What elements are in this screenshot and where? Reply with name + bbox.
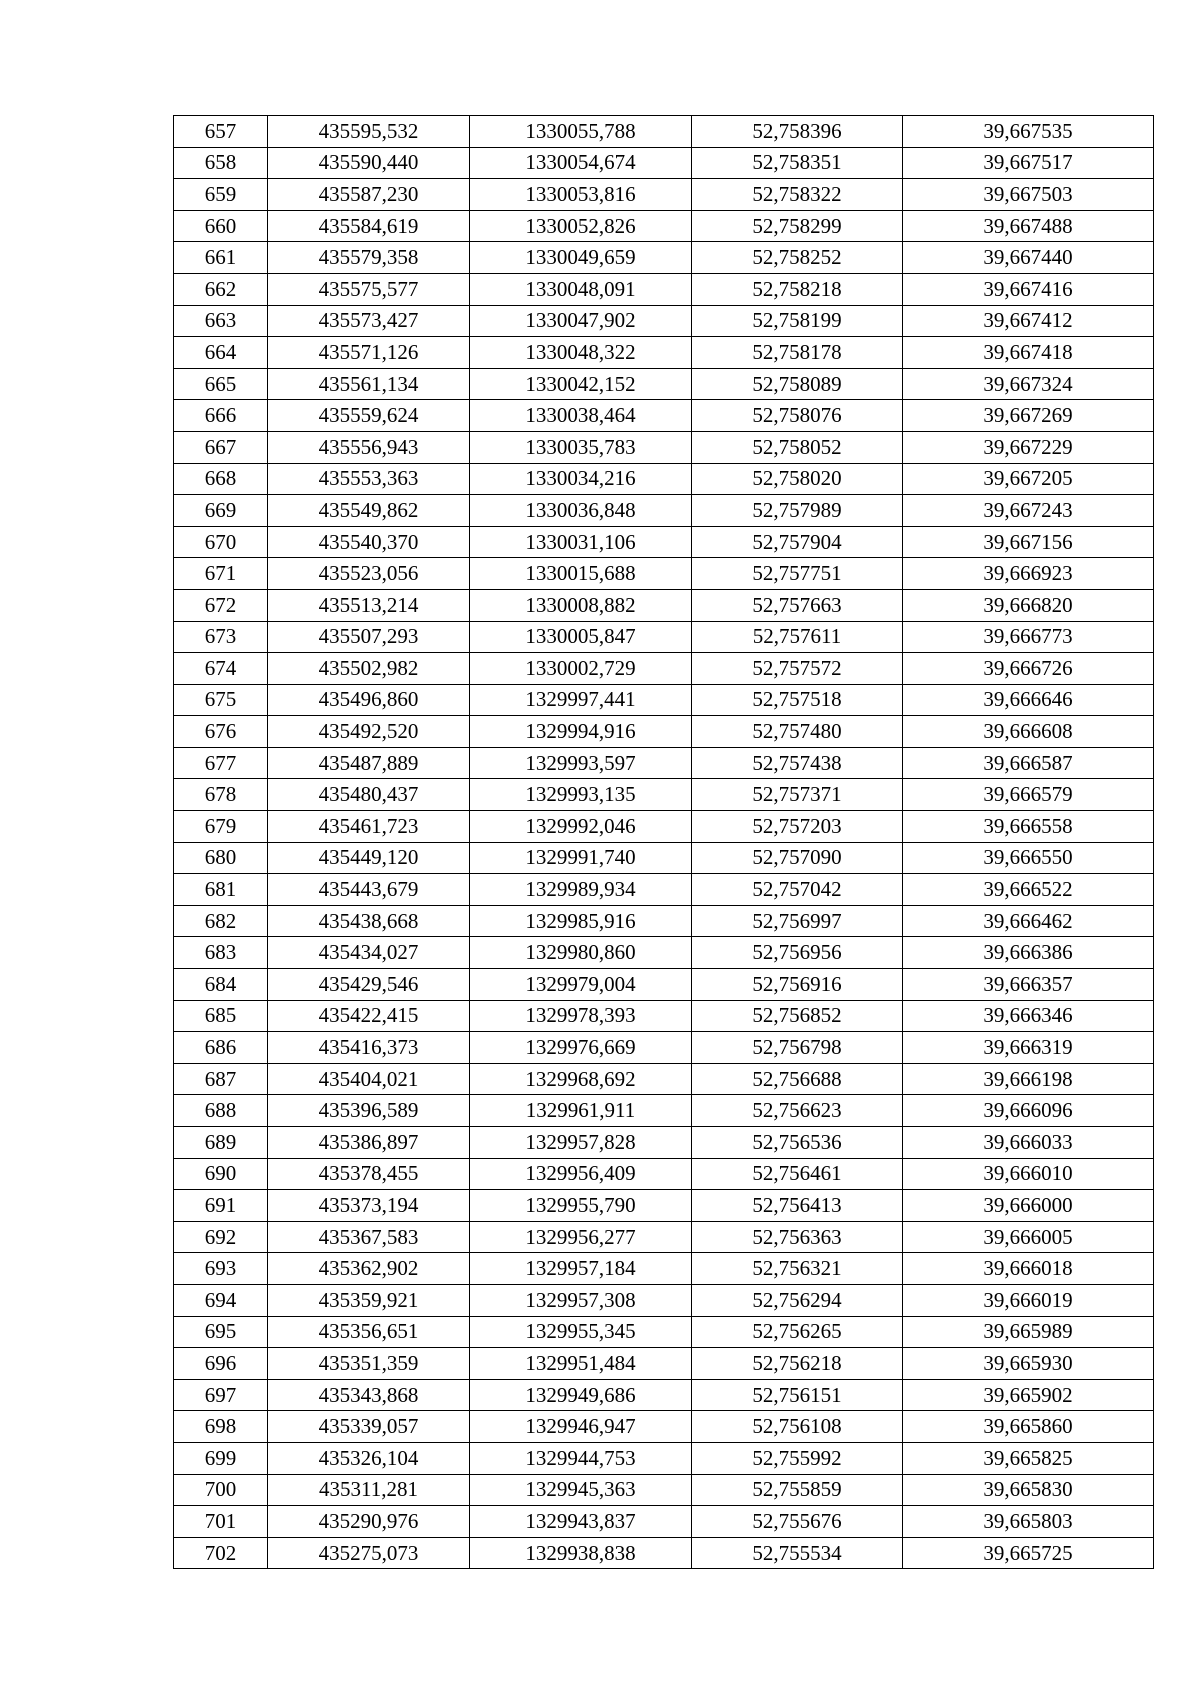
x-coordinate-cell: 435434,027 bbox=[268, 937, 470, 969]
point-number-cell: 686 bbox=[174, 1032, 268, 1064]
latitude-cell: 52,757611 bbox=[692, 621, 903, 653]
x-coordinate-cell: 435449,120 bbox=[268, 842, 470, 874]
table-row bbox=[174, 1442, 1154, 1474]
longitude-cell: 39,665860 bbox=[903, 1411, 1154, 1443]
latitude-cell: 52,756151 bbox=[692, 1379, 903, 1411]
x-coordinate-cell: 435523,056 bbox=[268, 558, 470, 590]
point-number-cell: 671 bbox=[174, 558, 268, 590]
x-coordinate-cell: 435553,363 bbox=[268, 463, 470, 495]
y-coordinate-cell: 1330053,816 bbox=[470, 179, 692, 211]
point-number-cell: 697 bbox=[174, 1379, 268, 1411]
x-coordinate-cell: 435404,021 bbox=[268, 1063, 470, 1095]
x-coordinate-cell: 435575,577 bbox=[268, 273, 470, 305]
table-row bbox=[174, 811, 1154, 843]
table-row bbox=[174, 210, 1154, 242]
y-coordinate-cell: 1329956,409 bbox=[470, 1158, 692, 1190]
latitude-cell: 52,757438 bbox=[692, 747, 903, 779]
longitude-cell: 39,666587 bbox=[903, 747, 1154, 779]
x-coordinate-cell: 435487,889 bbox=[268, 747, 470, 779]
table-row bbox=[174, 621, 1154, 653]
x-coordinate-cell: 435492,520 bbox=[268, 716, 470, 748]
y-coordinate-cell: 1330005,847 bbox=[470, 621, 692, 653]
y-coordinate-cell: 1330036,848 bbox=[470, 495, 692, 527]
y-coordinate-cell: 1330049,659 bbox=[470, 242, 692, 274]
latitude-cell: 52,758089 bbox=[692, 368, 903, 400]
longitude-cell: 39,666346 bbox=[903, 1000, 1154, 1032]
latitude-cell: 52,757371 bbox=[692, 779, 903, 811]
longitude-cell: 39,666726 bbox=[903, 653, 1154, 685]
x-coordinate-cell: 435422,415 bbox=[268, 1000, 470, 1032]
longitude-cell: 39,667517 bbox=[903, 147, 1154, 179]
point-number-cell: 680 bbox=[174, 842, 268, 874]
y-coordinate-cell: 1329976,669 bbox=[470, 1032, 692, 1064]
x-coordinate-cell: 435571,126 bbox=[268, 337, 470, 369]
table-row bbox=[174, 1063, 1154, 1095]
longitude-cell: 39,666000 bbox=[903, 1190, 1154, 1222]
y-coordinate-cell: 1329993,135 bbox=[470, 779, 692, 811]
longitude-cell: 39,667324 bbox=[903, 368, 1154, 400]
y-coordinate-cell: 1329957,184 bbox=[470, 1253, 692, 1285]
latitude-cell: 52,758322 bbox=[692, 179, 903, 211]
x-coordinate-cell: 435502,982 bbox=[268, 653, 470, 685]
x-coordinate-cell: 435579,358 bbox=[268, 242, 470, 274]
latitude-cell: 52,756916 bbox=[692, 969, 903, 1001]
latitude-cell: 52,756852 bbox=[692, 1000, 903, 1032]
table-row bbox=[174, 558, 1154, 590]
x-coordinate-cell: 435480,437 bbox=[268, 779, 470, 811]
x-coordinate-cell: 435443,679 bbox=[268, 874, 470, 906]
latitude-cell: 52,757904 bbox=[692, 526, 903, 558]
point-number-cell: 668 bbox=[174, 463, 268, 495]
longitude-cell: 39,666550 bbox=[903, 842, 1154, 874]
longitude-cell: 39,666198 bbox=[903, 1063, 1154, 1095]
point-number-cell: 684 bbox=[174, 969, 268, 1001]
table-row bbox=[174, 1284, 1154, 1316]
point-number-cell: 662 bbox=[174, 273, 268, 305]
longitude-cell: 39,667488 bbox=[903, 210, 1154, 242]
x-coordinate-cell: 435507,293 bbox=[268, 621, 470, 653]
y-coordinate-cell: 1330047,902 bbox=[470, 305, 692, 337]
y-coordinate-cell: 1329994,916 bbox=[470, 716, 692, 748]
y-coordinate-cell: 1330055,788 bbox=[470, 116, 692, 148]
y-coordinate-cell: 1329992,046 bbox=[470, 811, 692, 843]
table-row bbox=[174, 1127, 1154, 1159]
coordinates-table-body bbox=[174, 116, 1154, 1569]
point-number-cell: 696 bbox=[174, 1348, 268, 1380]
x-coordinate-cell: 435275,073 bbox=[268, 1537, 470, 1569]
y-coordinate-cell: 1330054,674 bbox=[470, 147, 692, 179]
longitude-cell: 39,667418 bbox=[903, 337, 1154, 369]
x-coordinate-cell: 435590,440 bbox=[268, 147, 470, 179]
latitude-cell: 52,758052 bbox=[692, 431, 903, 463]
point-number-cell: 665 bbox=[174, 368, 268, 400]
longitude-cell: 39,666010 bbox=[903, 1158, 1154, 1190]
y-coordinate-cell: 1329989,934 bbox=[470, 874, 692, 906]
longitude-cell: 39,667269 bbox=[903, 400, 1154, 432]
longitude-cell: 39,667229 bbox=[903, 431, 1154, 463]
latitude-cell: 52,758396 bbox=[692, 116, 903, 148]
point-number-cell: 683 bbox=[174, 937, 268, 969]
point-number-cell: 659 bbox=[174, 179, 268, 211]
table-row bbox=[174, 242, 1154, 274]
latitude-cell: 52,756688 bbox=[692, 1063, 903, 1095]
table-row bbox=[174, 747, 1154, 779]
y-coordinate-cell: 1330002,729 bbox=[470, 653, 692, 685]
y-coordinate-cell: 1329991,740 bbox=[470, 842, 692, 874]
x-coordinate-cell: 435362,902 bbox=[268, 1253, 470, 1285]
y-coordinate-cell: 1329961,911 bbox=[470, 1095, 692, 1127]
x-coordinate-cell: 435549,862 bbox=[268, 495, 470, 527]
table-row bbox=[174, 653, 1154, 685]
y-coordinate-cell: 1329997,441 bbox=[470, 684, 692, 716]
latitude-cell: 52,756413 bbox=[692, 1190, 903, 1222]
y-coordinate-cell: 1329993,597 bbox=[470, 747, 692, 779]
latitude-cell: 52,756265 bbox=[692, 1316, 903, 1348]
x-coordinate-cell: 435396,589 bbox=[268, 1095, 470, 1127]
point-number-cell: 663 bbox=[174, 305, 268, 337]
longitude-cell: 39,667503 bbox=[903, 179, 1154, 211]
point-number-cell: 694 bbox=[174, 1284, 268, 1316]
latitude-cell: 52,755676 bbox=[692, 1506, 903, 1538]
longitude-cell: 39,666005 bbox=[903, 1221, 1154, 1253]
y-coordinate-cell: 1330048,322 bbox=[470, 337, 692, 369]
x-coordinate-cell: 435584,619 bbox=[268, 210, 470, 242]
latitude-cell: 52,757480 bbox=[692, 716, 903, 748]
table-row bbox=[174, 1474, 1154, 1506]
longitude-cell: 39,667205 bbox=[903, 463, 1154, 495]
table-row bbox=[174, 1537, 1154, 1569]
x-coordinate-cell: 435496,860 bbox=[268, 684, 470, 716]
latitude-cell: 52,758199 bbox=[692, 305, 903, 337]
longitude-cell: 39,666096 bbox=[903, 1095, 1154, 1127]
y-coordinate-cell: 1329968,692 bbox=[470, 1063, 692, 1095]
point-number-cell: 698 bbox=[174, 1411, 268, 1443]
y-coordinate-cell: 1330038,464 bbox=[470, 400, 692, 432]
latitude-cell: 52,755534 bbox=[692, 1537, 903, 1569]
x-coordinate-cell: 435343,868 bbox=[268, 1379, 470, 1411]
latitude-cell: 52,755992 bbox=[692, 1442, 903, 1474]
longitude-cell: 39,666558 bbox=[903, 811, 1154, 843]
table-row bbox=[174, 400, 1154, 432]
latitude-cell: 52,757572 bbox=[692, 653, 903, 685]
longitude-cell: 39,665930 bbox=[903, 1348, 1154, 1380]
table-row bbox=[174, 1348, 1154, 1380]
y-coordinate-cell: 1329945,363 bbox=[470, 1474, 692, 1506]
table-row bbox=[174, 1032, 1154, 1064]
x-coordinate-cell: 435351,359 bbox=[268, 1348, 470, 1380]
x-coordinate-cell: 435356,651 bbox=[268, 1316, 470, 1348]
longitude-cell: 39,665803 bbox=[903, 1506, 1154, 1538]
table-row bbox=[174, 116, 1154, 148]
latitude-cell: 52,756321 bbox=[692, 1253, 903, 1285]
x-coordinate-cell: 435556,943 bbox=[268, 431, 470, 463]
latitude-cell: 52,758178 bbox=[692, 337, 903, 369]
table-row bbox=[174, 1095, 1154, 1127]
table-row bbox=[174, 1158, 1154, 1190]
longitude-cell: 39,666923 bbox=[903, 558, 1154, 590]
point-number-cell: 688 bbox=[174, 1095, 268, 1127]
point-number-cell: 702 bbox=[174, 1537, 268, 1569]
table-row bbox=[174, 1000, 1154, 1032]
table-row bbox=[174, 1316, 1154, 1348]
table-row bbox=[174, 179, 1154, 211]
table-row bbox=[174, 495, 1154, 527]
x-coordinate-cell: 435339,057 bbox=[268, 1411, 470, 1443]
longitude-cell: 39,666018 bbox=[903, 1253, 1154, 1285]
latitude-cell: 52,757518 bbox=[692, 684, 903, 716]
point-number-cell: 675 bbox=[174, 684, 268, 716]
table-row bbox=[174, 273, 1154, 305]
longitude-cell: 39,667416 bbox=[903, 273, 1154, 305]
table-row bbox=[174, 779, 1154, 811]
point-number-cell: 678 bbox=[174, 779, 268, 811]
table-row bbox=[174, 716, 1154, 748]
point-number-cell: 676 bbox=[174, 716, 268, 748]
latitude-cell: 52,757042 bbox=[692, 874, 903, 906]
table-row bbox=[174, 969, 1154, 1001]
latitude-cell: 52,756798 bbox=[692, 1032, 903, 1064]
latitude-cell: 52,756536 bbox=[692, 1127, 903, 1159]
point-number-cell: 687 bbox=[174, 1063, 268, 1095]
longitude-cell: 39,665825 bbox=[903, 1442, 1154, 1474]
table-row bbox=[174, 1190, 1154, 1222]
y-coordinate-cell: 1329944,753 bbox=[470, 1442, 692, 1474]
x-coordinate-cell: 435373,194 bbox=[268, 1190, 470, 1222]
longitude-cell: 39,667535 bbox=[903, 116, 1154, 148]
longitude-cell: 39,666319 bbox=[903, 1032, 1154, 1064]
y-coordinate-cell: 1329957,828 bbox=[470, 1127, 692, 1159]
point-number-cell: 672 bbox=[174, 589, 268, 621]
table-row bbox=[174, 1379, 1154, 1411]
y-coordinate-cell: 1329980,860 bbox=[470, 937, 692, 969]
longitude-cell: 39,666522 bbox=[903, 874, 1154, 906]
point-number-cell: 660 bbox=[174, 210, 268, 242]
longitude-cell: 39,665725 bbox=[903, 1537, 1154, 1569]
point-number-cell: 690 bbox=[174, 1158, 268, 1190]
point-number-cell: 692 bbox=[174, 1221, 268, 1253]
point-number-cell: 673 bbox=[174, 621, 268, 653]
x-coordinate-cell: 435378,455 bbox=[268, 1158, 470, 1190]
point-number-cell: 699 bbox=[174, 1442, 268, 1474]
longitude-cell: 39,666646 bbox=[903, 684, 1154, 716]
point-number-cell: 700 bbox=[174, 1474, 268, 1506]
x-coordinate-cell: 435587,230 bbox=[268, 179, 470, 211]
longitude-cell: 39,667440 bbox=[903, 242, 1154, 274]
latitude-cell: 52,758076 bbox=[692, 400, 903, 432]
x-coordinate-cell: 435595,532 bbox=[268, 116, 470, 148]
point-number-cell: 681 bbox=[174, 874, 268, 906]
x-coordinate-cell: 435429,546 bbox=[268, 969, 470, 1001]
latitude-cell: 52,758299 bbox=[692, 210, 903, 242]
latitude-cell: 52,757090 bbox=[692, 842, 903, 874]
latitude-cell: 52,757203 bbox=[692, 811, 903, 843]
x-coordinate-cell: 435386,897 bbox=[268, 1127, 470, 1159]
longitude-cell: 39,666019 bbox=[903, 1284, 1154, 1316]
latitude-cell: 52,756997 bbox=[692, 905, 903, 937]
x-coordinate-cell: 435438,668 bbox=[268, 905, 470, 937]
longitude-cell: 39,666033 bbox=[903, 1127, 1154, 1159]
x-coordinate-cell: 435573,427 bbox=[268, 305, 470, 337]
x-coordinate-cell: 435559,624 bbox=[268, 400, 470, 432]
x-coordinate-cell: 435326,104 bbox=[268, 1442, 470, 1474]
x-coordinate-cell: 435461,723 bbox=[268, 811, 470, 843]
y-coordinate-cell: 1329979,004 bbox=[470, 969, 692, 1001]
point-number-cell: 693 bbox=[174, 1253, 268, 1285]
y-coordinate-cell: 1330034,216 bbox=[470, 463, 692, 495]
table-row bbox=[174, 463, 1154, 495]
point-number-cell: 679 bbox=[174, 811, 268, 843]
y-coordinate-cell: 1329946,947 bbox=[470, 1411, 692, 1443]
table-row bbox=[174, 1411, 1154, 1443]
latitude-cell: 52,756108 bbox=[692, 1411, 903, 1443]
latitude-cell: 52,758252 bbox=[692, 242, 903, 274]
table-row bbox=[174, 1221, 1154, 1253]
y-coordinate-cell: 1329985,916 bbox=[470, 905, 692, 937]
latitude-cell: 52,756623 bbox=[692, 1095, 903, 1127]
longitude-cell: 39,665902 bbox=[903, 1379, 1154, 1411]
y-coordinate-cell: 1329957,308 bbox=[470, 1284, 692, 1316]
latitude-cell: 52,757663 bbox=[692, 589, 903, 621]
y-coordinate-cell: 1329951,484 bbox=[470, 1348, 692, 1380]
y-coordinate-cell: 1330015,688 bbox=[470, 558, 692, 590]
y-coordinate-cell: 1329949,686 bbox=[470, 1379, 692, 1411]
table-row bbox=[174, 431, 1154, 463]
table-row bbox=[174, 842, 1154, 874]
table-row bbox=[174, 337, 1154, 369]
longitude-cell: 39,667156 bbox=[903, 526, 1154, 558]
latitude-cell: 52,758218 bbox=[692, 273, 903, 305]
point-number-cell: 695 bbox=[174, 1316, 268, 1348]
latitude-cell: 52,756363 bbox=[692, 1221, 903, 1253]
y-coordinate-cell: 1330008,882 bbox=[470, 589, 692, 621]
table-row bbox=[174, 905, 1154, 937]
longitude-cell: 39,666357 bbox=[903, 969, 1154, 1001]
y-coordinate-cell: 1330031,106 bbox=[470, 526, 692, 558]
longitude-cell: 39,667243 bbox=[903, 495, 1154, 527]
point-number-cell: 674 bbox=[174, 653, 268, 685]
longitude-cell: 39,666773 bbox=[903, 621, 1154, 653]
x-coordinate-cell: 435359,921 bbox=[268, 1284, 470, 1316]
x-coordinate-cell: 435513,214 bbox=[268, 589, 470, 621]
point-number-cell: 658 bbox=[174, 147, 268, 179]
latitude-cell: 52,757989 bbox=[692, 495, 903, 527]
point-number-cell: 691 bbox=[174, 1190, 268, 1222]
longitude-cell: 39,666820 bbox=[903, 589, 1154, 621]
point-number-cell: 664 bbox=[174, 337, 268, 369]
x-coordinate-cell: 435561,134 bbox=[268, 368, 470, 400]
point-number-cell: 670 bbox=[174, 526, 268, 558]
point-number-cell: 666 bbox=[174, 400, 268, 432]
point-number-cell: 677 bbox=[174, 747, 268, 779]
point-number-cell: 682 bbox=[174, 905, 268, 937]
table-row bbox=[174, 589, 1154, 621]
point-number-cell: 667 bbox=[174, 431, 268, 463]
point-number-cell: 657 bbox=[174, 116, 268, 148]
x-coordinate-cell: 435311,281 bbox=[268, 1474, 470, 1506]
point-number-cell: 701 bbox=[174, 1506, 268, 1538]
x-coordinate-cell: 435290,976 bbox=[268, 1506, 470, 1538]
longitude-cell: 39,666608 bbox=[903, 716, 1154, 748]
longitude-cell: 39,666386 bbox=[903, 937, 1154, 969]
latitude-cell: 52,755859 bbox=[692, 1474, 903, 1506]
latitude-cell: 52,756461 bbox=[692, 1158, 903, 1190]
table-row bbox=[174, 684, 1154, 716]
longitude-cell: 39,665830 bbox=[903, 1474, 1154, 1506]
latitude-cell: 52,758351 bbox=[692, 147, 903, 179]
table-row bbox=[174, 526, 1154, 558]
y-coordinate-cell: 1330052,826 bbox=[470, 210, 692, 242]
x-coordinate-cell: 435367,583 bbox=[268, 1221, 470, 1253]
longitude-cell: 39,666462 bbox=[903, 905, 1154, 937]
latitude-cell: 52,758020 bbox=[692, 463, 903, 495]
table-row bbox=[174, 1506, 1154, 1538]
longitude-cell: 39,665989 bbox=[903, 1316, 1154, 1348]
x-coordinate-cell: 435416,373 bbox=[268, 1032, 470, 1064]
table-row bbox=[174, 937, 1154, 969]
y-coordinate-cell: 1329956,277 bbox=[470, 1221, 692, 1253]
y-coordinate-cell: 1330048,091 bbox=[470, 273, 692, 305]
y-coordinate-cell: 1329943,837 bbox=[470, 1506, 692, 1538]
table-row bbox=[174, 1253, 1154, 1285]
table-row bbox=[174, 305, 1154, 337]
table-row bbox=[174, 147, 1154, 179]
y-coordinate-cell: 1329938,838 bbox=[470, 1537, 692, 1569]
x-coordinate-cell: 435540,370 bbox=[268, 526, 470, 558]
point-number-cell: 669 bbox=[174, 495, 268, 527]
latitude-cell: 52,756294 bbox=[692, 1284, 903, 1316]
point-number-cell: 661 bbox=[174, 242, 268, 274]
table-row bbox=[174, 368, 1154, 400]
latitude-cell: 52,756218 bbox=[692, 1348, 903, 1380]
point-number-cell: 689 bbox=[174, 1127, 268, 1159]
table-row bbox=[174, 874, 1154, 906]
y-coordinate-cell: 1329955,790 bbox=[470, 1190, 692, 1222]
latitude-cell: 52,756956 bbox=[692, 937, 903, 969]
point-number-cell: 685 bbox=[174, 1000, 268, 1032]
longitude-cell: 39,667412 bbox=[903, 305, 1154, 337]
coordinates-table bbox=[173, 115, 1154, 1569]
latitude-cell: 52,757751 bbox=[692, 558, 903, 590]
y-coordinate-cell: 1330035,783 bbox=[470, 431, 692, 463]
y-coordinate-cell: 1330042,152 bbox=[470, 368, 692, 400]
y-coordinate-cell: 1329978,393 bbox=[470, 1000, 692, 1032]
y-coordinate-cell: 1329955,345 bbox=[470, 1316, 692, 1348]
longitude-cell: 39,666579 bbox=[903, 779, 1154, 811]
